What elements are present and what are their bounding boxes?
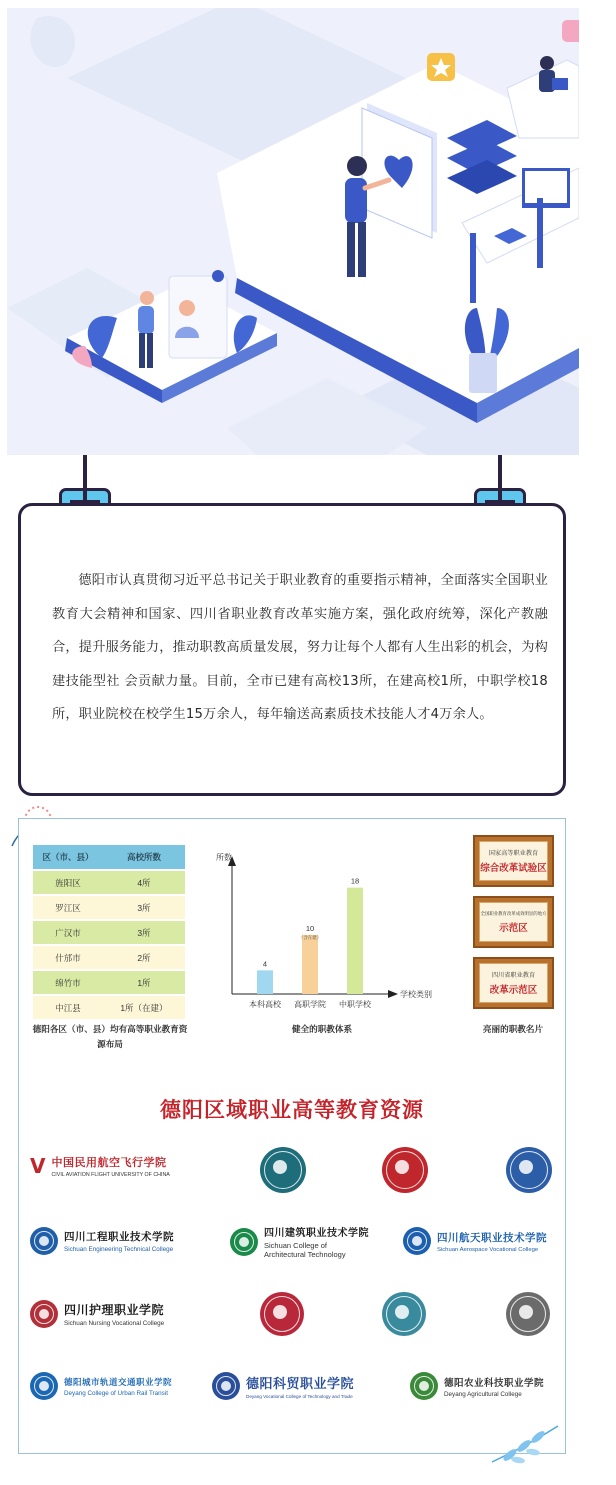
intro-card — [18, 503, 566, 796]
college-emblem — [260, 1147, 306, 1193]
college-seal-icon — [506, 1292, 550, 1336]
plaque-line-2: 改革示范区 — [489, 985, 538, 996]
count-cell: 1所（在建） — [103, 995, 185, 1020]
bar-3 — [347, 888, 363, 994]
y-axis-label: 所数 — [216, 853, 232, 862]
plaque-line-1: 全国职业教育改革成效明显的地方 — [480, 911, 547, 917]
hero-illustration — [7, 8, 579, 455]
distribution-table — [33, 845, 185, 1021]
college-emblem — [382, 1147, 428, 1193]
college-logo — [30, 1372, 172, 1400]
college-english-name: Deyang Agricultural College — [444, 1390, 522, 1398]
x-tick-label: 中职学校 — [339, 1000, 371, 1009]
x-tick-label: 本科高校 — [249, 1000, 281, 1009]
college-name: 中国民用航空飞行学院 — [51, 1156, 167, 1169]
table-caption: 德阳各区（市、县）均有高等职业教育资源布局 — [32, 1024, 188, 1049]
college-seal-icon — [212, 1372, 240, 1400]
college-name: 四川护理职业学院 — [64, 1303, 165, 1317]
college-seal-icon — [30, 1300, 58, 1328]
plaque-line-2: 示范区 — [499, 922, 528, 934]
district-cell: 什邡市 — [33, 945, 103, 970]
x-axis-arrow — [388, 990, 398, 998]
college-english-name: Deyang Vocational College of Technology and Trade — [246, 1394, 353, 1399]
college-name: 四川工程职业技术学院 — [64, 1231, 174, 1243]
college-seal-icon — [260, 1292, 304, 1336]
wing-v-icon: V — [30, 1154, 46, 1178]
table-row — [33, 920, 185, 945]
college-seal-icon — [410, 1372, 438, 1400]
table-row — [33, 895, 185, 920]
count-cell: 3所 — [103, 920, 185, 945]
plaque-line-1: 四川省职业教育 — [491, 972, 536, 979]
university-seal-icon — [506, 1147, 552, 1193]
count-cell: 4所 — [103, 870, 185, 895]
district-cell: 旌阳区 — [33, 870, 103, 895]
x-axis-label: 学校类别 — [400, 990, 432, 999]
district-cell: 绵竹市 — [33, 970, 103, 995]
college-logo — [212, 1372, 354, 1400]
district-cell: 中江县 — [33, 995, 103, 1020]
table-row — [33, 995, 185, 1020]
count-cell: 2所 — [103, 945, 185, 970]
college-english-name: Sichuan College of Architectural Technology — [264, 1241, 346, 1259]
college-seal-icon — [403, 1227, 431, 1255]
honor-plaque — [473, 896, 554, 948]
college-english-name: Deyang College of Urban Rail Transit — [64, 1389, 168, 1397]
college-logo — [30, 1227, 174, 1255]
intro-paragraph: 德阳市认真贯彻习近平总书记关于职业教育的重要指示精神，全面落实全国职业教育大会精神和国家、四川省职业教育改革实施方案，强化政府统筹，深化产教融合，提升服务能力，推动职教高质量发展，努力让每个人都有人生出彩的机会，为构建技能型社 会贡献力量。目前，全市已建有高校13所，在建高校1所，中职学校18所，职业院校在校学生15万余人，每年输送高素质技术技能人才4万余人。 — [52, 573, 548, 723]
district-cell: 罗江区 — [33, 895, 103, 920]
plaque-line-1: 国家高等职业教育 — [488, 850, 539, 857]
college-name: 四川航天职业技术学院 — [437, 1231, 547, 1244]
plaque-line-2: 综合改革试验区 — [480, 863, 547, 874]
college-logo — [403, 1227, 547, 1255]
honor-plaque — [473, 835, 554, 887]
bar-value-label: 4 — [262, 959, 268, 969]
college-logo — [410, 1372, 544, 1400]
bar-value-label: 18 — [350, 876, 360, 886]
university-seal-icon — [382, 1147, 428, 1193]
college-emblem — [506, 1292, 550, 1336]
table-row — [33, 945, 185, 970]
count-cell: 1所 — [103, 970, 185, 995]
college-name: 德阳城市轨道交通职业学院 — [64, 1377, 173, 1388]
table-header-cell: 高校所数 — [103, 845, 185, 870]
bar-1 — [257, 970, 273, 994]
chart-caption: 健全的职教体系 — [291, 1024, 353, 1034]
college-name: 德阳农业科技职业学院 — [444, 1377, 545, 1389]
x-tick-label: 高职学院 — [294, 1000, 326, 1009]
college-logo — [230, 1224, 369, 1259]
office-scene-illustration — [7, 8, 579, 455]
table-header-cell: 区（市、县） — [33, 845, 103, 870]
college-emblem — [382, 1292, 426, 1336]
college-emblem — [260, 1292, 304, 1336]
resources-title: 德阳区域职业高等教育资源 — [160, 1098, 424, 1122]
college-emblem — [506, 1147, 552, 1193]
count-cell: 3所 — [103, 895, 185, 920]
hanging-rope-left — [83, 455, 87, 491]
college-seal-icon — [382, 1292, 426, 1336]
university-seal-icon — [260, 1147, 306, 1193]
table-row — [33, 970, 185, 995]
college-seal-icon — [30, 1227, 58, 1255]
education-system-bar-chart — [212, 844, 442, 1019]
college-seal-icon — [230, 1228, 258, 1256]
college-english-name: Sichuan Nursing Vocational College — [64, 1320, 165, 1327]
college-english-name: Sichuan Aerospace Vocational College — [437, 1246, 539, 1253]
bar-2 — [302, 935, 318, 994]
plaques-caption: 亮丽的职教名片 — [482, 1024, 544, 1034]
bar-annotation: （含在建） — [298, 934, 322, 940]
bar-value-label: 10 — [305, 923, 315, 933]
college-name: 四川建筑职业技术学院 — [264, 1228, 369, 1239]
college-seal-icon — [30, 1372, 58, 1400]
table-header-row — [33, 845, 185, 870]
honor-plaque — [473, 957, 554, 1009]
college-english-name: Sichuan Engineering Technical College — [64, 1246, 174, 1253]
college-english-name: CIVIL AVIATION FLIGHT UNIVERSITY OF CHINA — [51, 1172, 170, 1178]
hanging-rope-right — [498, 455, 502, 491]
table-row — [33, 870, 185, 895]
college-logo — [30, 1300, 164, 1328]
college-logo — [30, 1154, 170, 1178]
college-name: 德阳科贸职业学院 — [246, 1377, 355, 1392]
district-cell: 广汉市 — [33, 920, 103, 945]
leaf-decoration-bottom-right — [488, 1422, 563, 1467]
